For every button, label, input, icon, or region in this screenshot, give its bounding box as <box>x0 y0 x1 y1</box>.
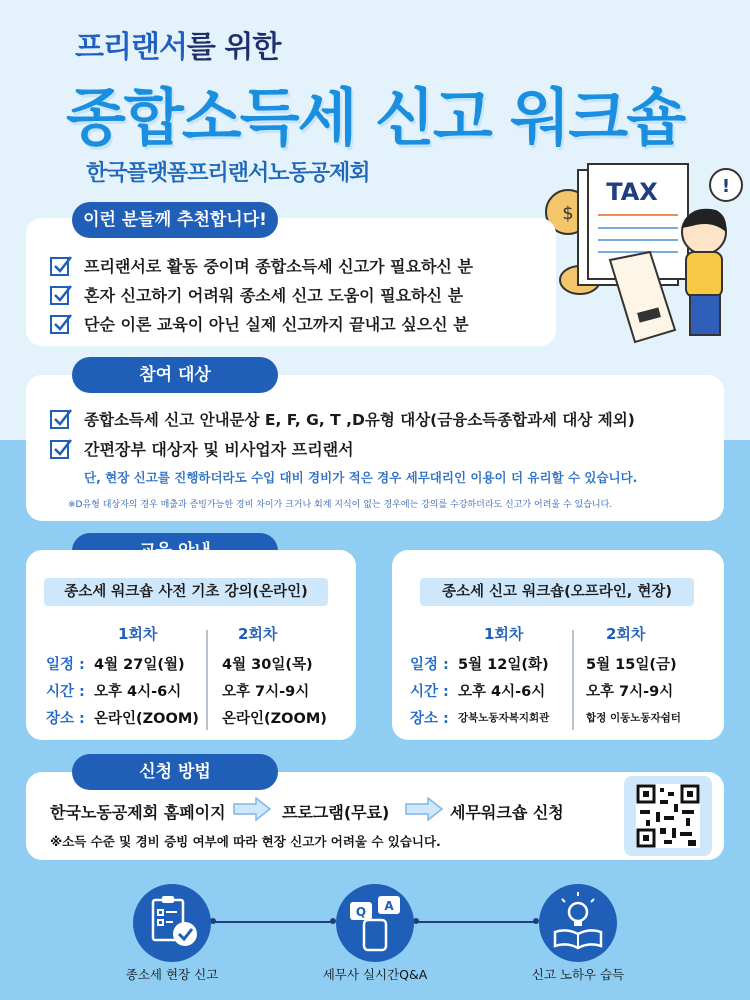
target-note: 단, 현장 신고를 진행하더라도 수입 대비 경비가 적은 경우 세무대리인 이용이 더 유리할 수 있습니다. <box>84 470 638 485</box>
online-label-time: 시간 : <box>46 684 85 700</box>
online-session2-heading: 2회차 <box>238 625 278 643</box>
offline-divider <box>572 630 574 730</box>
offline-s2-date: 5월 15일(금) <box>586 657 677 673</box>
offline-label-time: 시간 : <box>410 684 449 700</box>
online-s1-date: 4월 27일(월) <box>94 657 185 673</box>
checkbox-checked-icon <box>50 255 72 277</box>
apply-step-1: 한국노동공제회 홈페이지 <box>50 803 226 822</box>
apply-step-3: 세무워크숍 신청 <box>450 803 564 822</box>
svg-text:$: $ <box>562 203 574 224</box>
offline-label-place: 장소 : <box>410 711 449 727</box>
apply-pill: 신청 방법 <box>72 754 278 790</box>
recommend-item-text: 혼자 신고하기 어려워 종소세 신고 도움이 필요하신 분 <box>84 286 464 305</box>
checkbox-checked-icon <box>50 438 72 460</box>
online-divider <box>206 630 208 730</box>
checkbox-checked-icon <box>50 313 72 335</box>
arrow-right-icon <box>404 797 444 821</box>
offline-label-date: 일정 : <box>410 657 449 673</box>
offline-s1-time: 오후 4시-6시 <box>458 684 546 700</box>
recommend-pill: 이런 분들께 추천합니다! <box>72 202 278 238</box>
apply-step-2: 프로그램(무료) <box>282 803 390 822</box>
recommend-item-text: 프리랜서로 활동 중이며 종합소득세 신고가 필요하신 분 <box>84 257 473 276</box>
qa-chat-icon <box>336 884 414 962</box>
page-title: 종합소득세 신고 워크숍 <box>66 81 685 154</box>
svg-text:A: A <box>384 899 394 913</box>
target-item-text: 간편장부 대상자 및 비사업자 프리랜서 <box>84 440 354 459</box>
book-lightbulb-icon <box>539 884 617 962</box>
recommend-item <box>50 312 469 335</box>
offline-s1-place: 강북노동자복지회관 <box>458 712 550 724</box>
recommend-item <box>50 283 463 306</box>
online-session1-heading: 1회차 <box>118 625 158 643</box>
online-s1-time: 오후 4시-6시 <box>94 684 182 700</box>
target-item-text: 종합소득세 신고 안내문상 E, F, G, T ,D유형 대상(금융소득종합과세 대상 제외) <box>84 411 635 429</box>
target-footnote: ※D유형 대상자의 경우 매출과 증빙가능한 경비 차이가 크거나 회계 지식이 없는 경우에는 강의를 수강하더라도 신고가 어려울 수 있습니다. <box>68 500 613 510</box>
recommend-item-text: 단순 이론 교육이 아닌 실제 신고까지 끝내고 싶으신 분 <box>84 315 469 334</box>
checklist-icon <box>133 884 211 962</box>
target-pill: 참여 대상 <box>72 357 278 393</box>
online-label-place: 장소 : <box>46 711 85 727</box>
online-s1-place: 온라인(ZOOM) <box>94 711 199 727</box>
qr-code[interactable] <box>624 776 712 856</box>
offline-s2-time: 오후 7시-9시 <box>586 684 674 700</box>
feature-label-1: 종소세 현장 신고 <box>125 967 219 982</box>
header-subtitle-rest: 를 위한 <box>186 30 281 65</box>
offline-title: 종소세 신고 워크숍(오프라인, 현장) <box>420 578 694 606</box>
checkbox-checked-icon <box>50 284 72 306</box>
feature-label-3: 신고 노하우 습득 <box>531 967 625 982</box>
feature-connector <box>213 921 333 923</box>
offline-session1-heading: 1회차 <box>484 625 524 643</box>
recommend-item <box>50 254 473 277</box>
feature-connector <box>416 921 536 923</box>
svg-text:Q: Q <box>355 905 367 919</box>
online-s2-date: 4월 30일(목) <box>222 657 313 673</box>
offline-s1-date: 5월 12일(화) <box>458 657 549 673</box>
target-item <box>50 437 354 460</box>
svg-text:!: ! <box>721 176 731 197</box>
organization-name: 한국플랫폼프리랜서노동공제회 <box>86 161 370 186</box>
target-item <box>50 408 635 430</box>
tax-illustration <box>540 160 750 355</box>
apply-note: ※소득 수준 및 경비 증빙 여부에 따라 현장 신고가 어려울 수 있습니다. <box>50 834 441 849</box>
online-title: 종소세 워크숍 사전 기초 강의(온라인) <box>44 578 328 606</box>
header-subtitle-highlight: 프리랜서 <box>75 30 187 65</box>
arrow-right-icon <box>232 797 272 821</box>
checkbox-checked-icon <box>50 408 72 430</box>
tax-label: TAX <box>606 178 658 206</box>
header-subtitle <box>75 22 280 66</box>
offline-session2-heading: 2회차 <box>606 625 646 643</box>
online-s2-time: 오후 7시-9시 <box>222 684 310 700</box>
online-label-date: 일정 : <box>46 657 85 673</box>
offline-s2-place: 합정 이동노동자쉼터 <box>586 712 681 724</box>
feature-label-2: 세무사 실시간Q&A <box>322 967 428 982</box>
online-s2-place: 온라인(ZOOM) <box>222 711 327 727</box>
